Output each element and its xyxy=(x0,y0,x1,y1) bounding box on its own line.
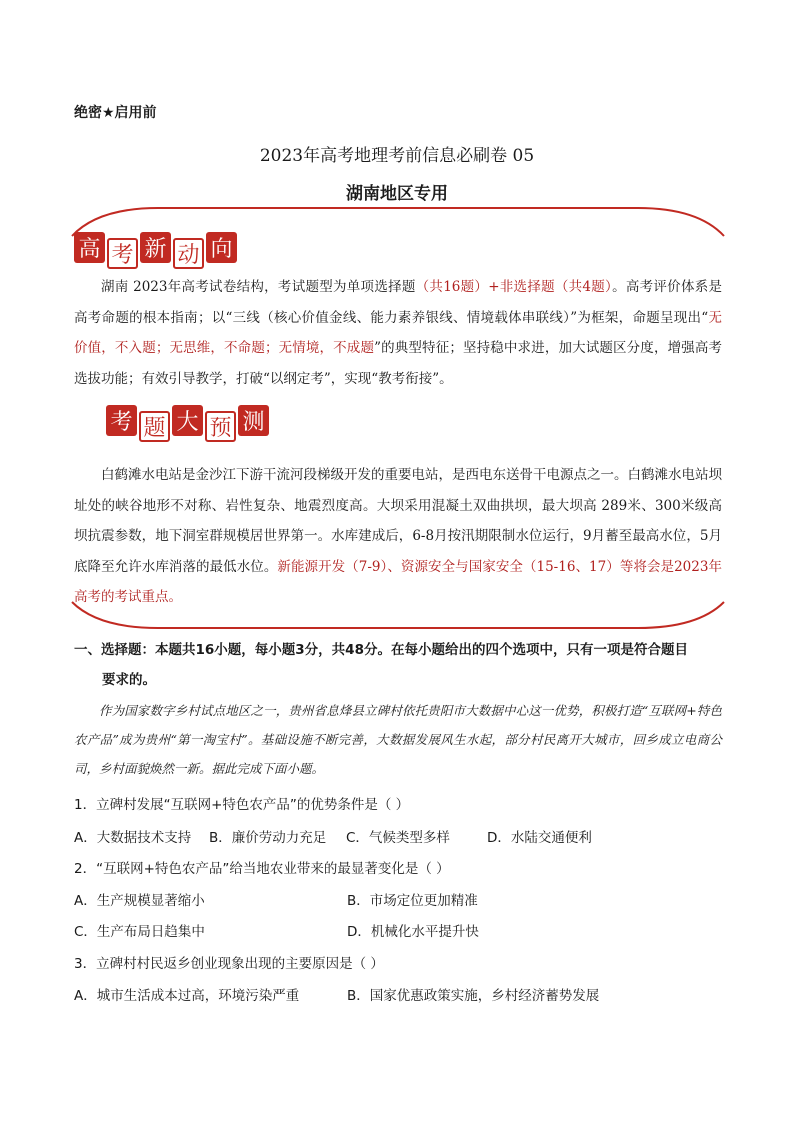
page-subtitle: 湖南地区专用 xyxy=(346,184,448,204)
text-run-highlight: 新能源开发（7-9）、资源安全与国家安全（15-16、17）等将会是2023年高考的考试重点。 xyxy=(74,558,722,605)
confidential-label: 绝密★启用前 xyxy=(74,105,157,121)
header-line: 一、选择题：本题共16小题，每小题3分，共48分。在每小题给出的四个选项中，只有一项是符合题目 xyxy=(74,642,688,658)
question-1: 1．立碑村发展“互联网+特色农产品”的优势条件是（ ） xyxy=(74,797,410,813)
option-c[interactable]: C．生产布局日趋集中 xyxy=(74,924,205,940)
text-run: 。高考评价体系是高考命题的根本指南；以“三线（核心价值金线、能力素养银线、情境载体串联线）”为框架，命题呈现出“ xyxy=(74,279,722,326)
predictions-paragraph xyxy=(74,460,722,613)
option-a[interactable]: A．城市生活成本过高，环境污染严重 xyxy=(74,988,300,1004)
option-a[interactable]: A．大数据技术支持 xyxy=(74,830,192,846)
label-char: 预 xyxy=(205,411,236,442)
option-b[interactable]: B．廉价劳动力充足 xyxy=(209,830,327,846)
page-title: 2023年高考地理考前信息必刷卷 05 xyxy=(259,146,535,166)
option-b[interactable]: B．市场定位更加精准 xyxy=(347,893,478,909)
option-c[interactable]: C．气候类型多样 xyxy=(346,830,450,846)
section-label-predictions xyxy=(106,405,271,439)
label-char: 测 xyxy=(238,405,269,436)
label-char: 题 xyxy=(139,411,170,442)
text-run: 湖南 2023年高考试卷结构，考试题型为单项选择题 xyxy=(101,279,416,295)
label-char: 高 xyxy=(74,232,105,263)
section-label-new-trends xyxy=(74,232,239,266)
question-2-options xyxy=(74,889,734,949)
option-d[interactable]: D．水陆交通便利 xyxy=(487,830,592,846)
label-char: 向 xyxy=(206,232,237,263)
header-line: 要求的。 xyxy=(102,672,156,688)
text-run: 白鹤滩水电站是金沙江下游干流河段梯级开发的重要电站，是西电东送骨干电源点之一。白鹤滩水电站坝址处的峡谷地形不对称、岩性复杂、地震烈度高。大坝采用混凝土双曲拱坝，最大坝高 289米、300米级高坝抗震参数，地下洞室群规模居世界第一。水库建成后，6-8月按汛期限制水位运行，9月蓄至最高水位，5月底降至允许水库消落的最低水位。 xyxy=(74,467,722,575)
label-char: 考 xyxy=(106,405,137,436)
text-run-highlight: 无价值，不入题；无思维，不命题；无情境，不成题 xyxy=(74,309,722,356)
question-section-header xyxy=(74,635,730,695)
label-char: 考 xyxy=(107,238,138,269)
question-intro-passage: 作为国家数字乡村试点地区之一，贵州省息烽县立碑村依托贵阳市大数据中心这一优势，积极打造“互联网+特色农产品”成为贵州“第一淘宝村”。基础设施不断完善，大数据发展风生水起，部分村民离开大城市，回乡成立电商公司，乡村面貌焕然一新。据此完成下面小题。 xyxy=(74,703,722,776)
label-char: 新 xyxy=(140,232,171,263)
text-run-highlight: （共16题）+非选择题（共4题） xyxy=(415,279,613,295)
question-3: 3．立碑村村民返乡创业现象出现的主要原因是（ ） xyxy=(74,956,384,972)
label-char: 大 xyxy=(172,405,203,436)
question-3-options xyxy=(74,984,734,1008)
label-char: 动 xyxy=(173,238,204,269)
new-trends-paragraph xyxy=(74,272,722,394)
bottom-arc-divider xyxy=(68,598,728,634)
option-a[interactable]: A．生产规模显著缩小 xyxy=(74,893,205,909)
text-run: ”的典型特征；坚持稳中求进，加大试题区分度，增强高考选拔功能；有效引导教学，打破“以纲定考”，实现“教考衔接”。 xyxy=(74,340,723,387)
option-d[interactable]: D．机械化水平提升快 xyxy=(347,924,479,940)
question-1-options xyxy=(74,826,734,850)
option-b[interactable]: B．国家优惠政策实施，乡村经济蓄势发展 xyxy=(347,988,600,1004)
question-2: 2．“互联网+特色农产品”给当地农业带来的最显著变化是（ ） xyxy=(74,861,450,877)
